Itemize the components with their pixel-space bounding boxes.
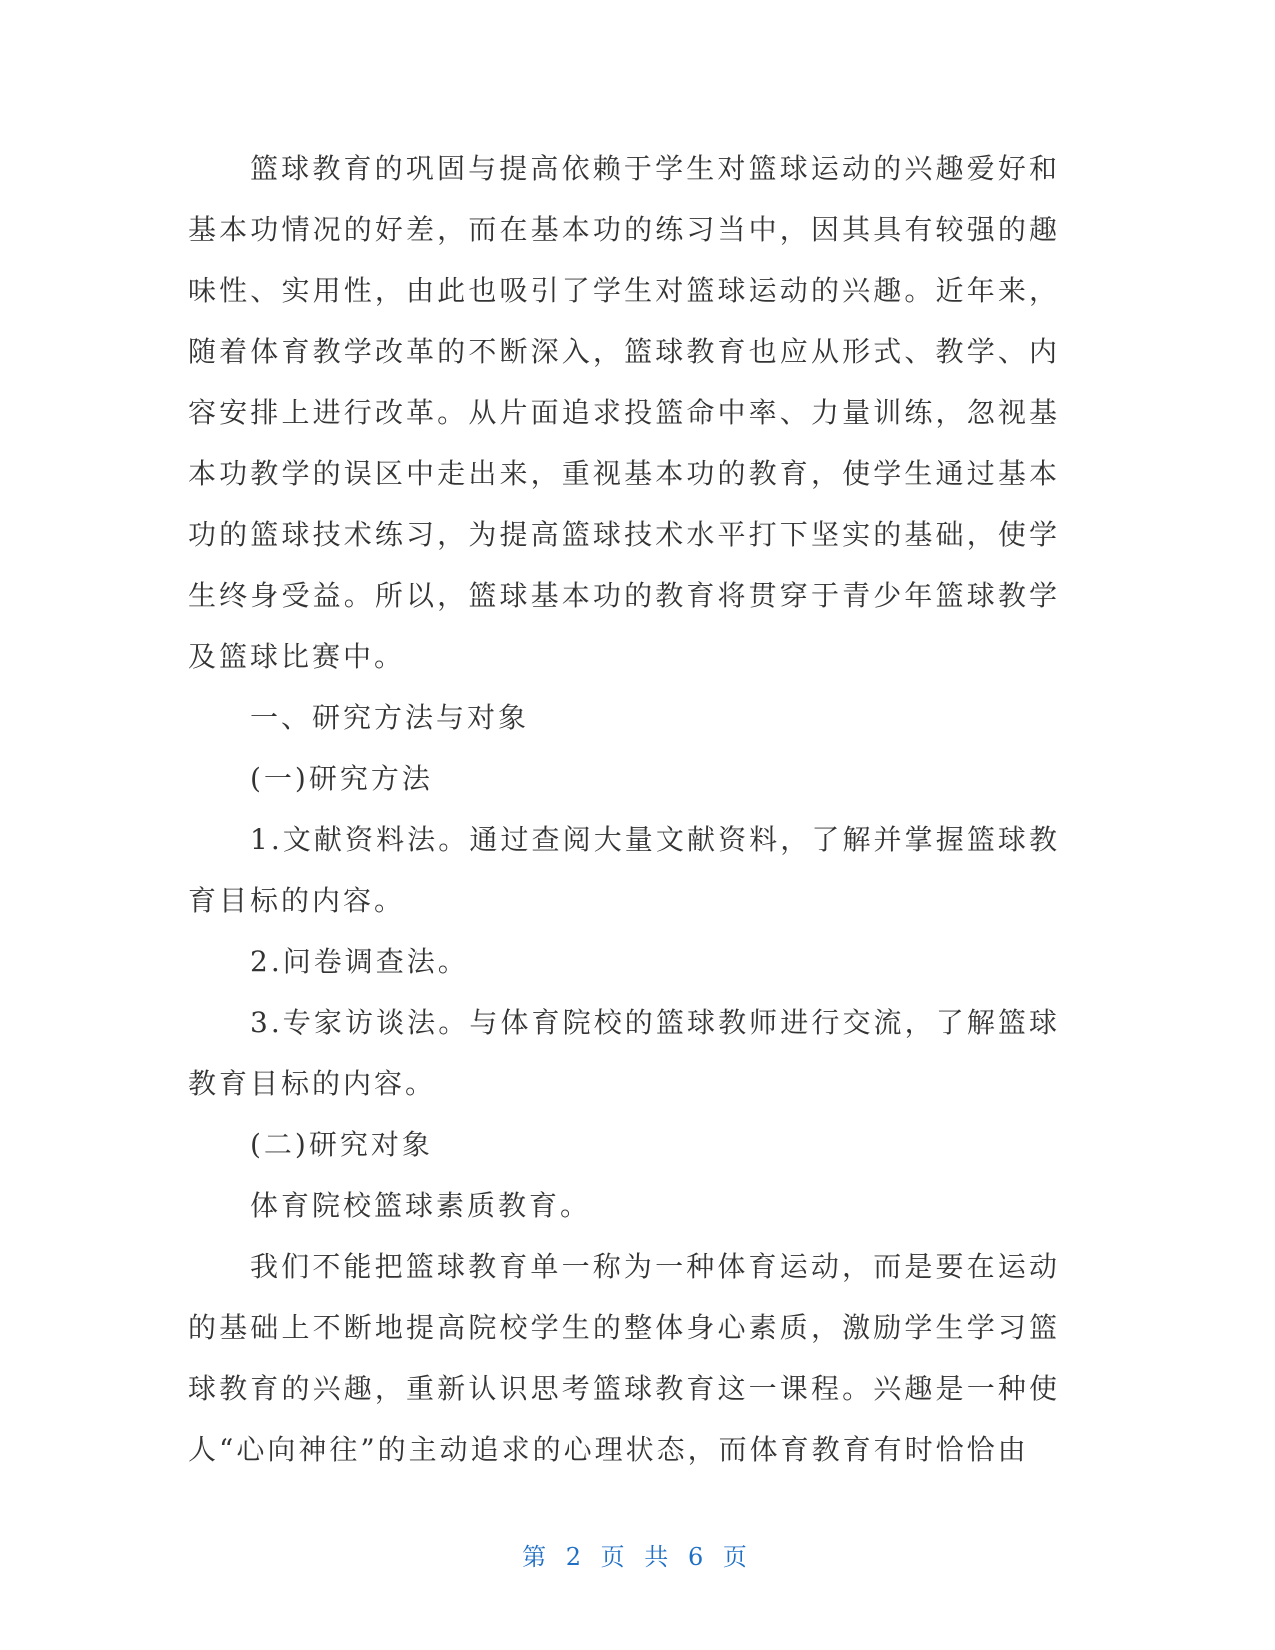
- list-item-expert-interview-method: 3.专家访谈法。与体育院校的篮球教师进行交流，了解篮球教育目标的内容。: [188, 1006, 1060, 1100]
- paragraph-discussion: 我们不能把篮球教育单一称为一种体育运动，而是要在运动的基础上不断地提高院校学生的整体身心素质，激励学生学习篮球教育的兴趣，重新认识思考篮球教育这一课程。兴趣是一种使人“心向神往”的主动追求的心理状态，而体育教育有时恰恰由: [188, 1250, 1060, 1466]
- list-item-literature-method: 1.文献资料法。通过查阅大量文献资料，了解并掌握篮球教育目标的内容。: [188, 823, 1060, 917]
- section-heading-methods-and-subjects: 一、研究方法与对象: [250, 701, 530, 734]
- list-item-questionnaire-method: 2.问卷调查法。: [250, 945, 469, 978]
- document-body: [188, 138, 1060, 1480]
- paragraph-subjects: 体育院校篮球素质教育。: [250, 1189, 592, 1222]
- paragraph-intro: 篮球教育的巩固与提高依赖于学生对篮球运动的兴趣爱好和基本功情况的好差，而在基本功的练习当中，因其具有较强的趣味性、实用性，由此也吸引了学生对篮球运动的兴趣。近年来，随着体育教学改革的不断深入，篮球教育也应从形式、教学、内容安排上进行改革。从片面追求投篮命中率、力量训练，忽视基本功教学的误区中走出来，重视基本功的教育，使学生通过基本功的篮球技术练习，为提高篮球技术水平打下坚实的基础，使学生终身受益。所以，篮球基本功的教育将贯穿于青少年篮球教学及篮球比赛中。: [188, 152, 1060, 673]
- subsection-heading-methods: (一)研究方法: [250, 762, 433, 795]
- page-number-footer: 第 2 页 共 6 页: [522, 1543, 753, 1571]
- subsection-heading-subjects: (二)研究对象: [250, 1128, 433, 1161]
